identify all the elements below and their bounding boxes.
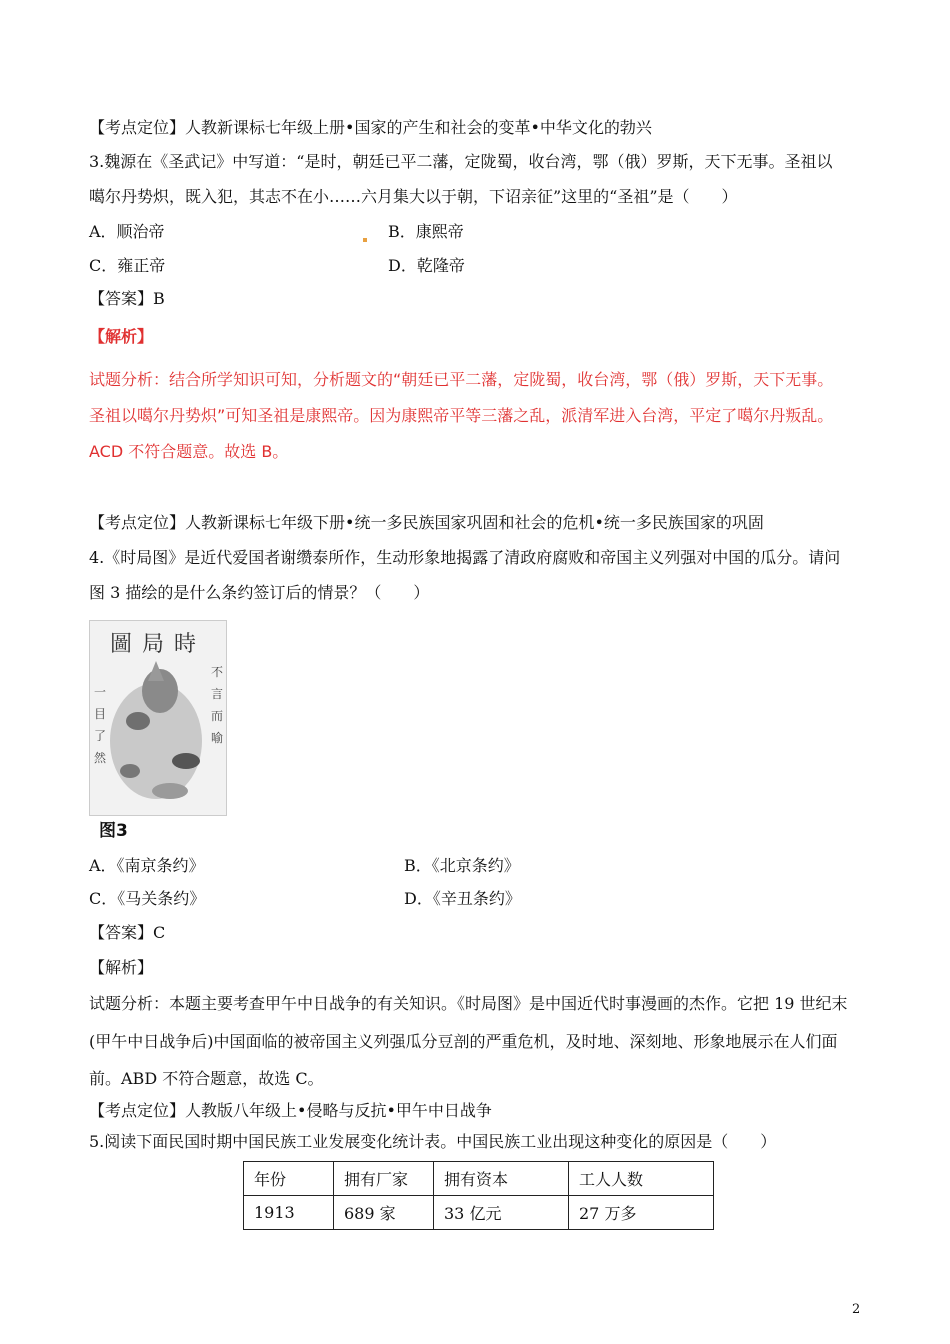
q3-analysis-line1: 试题分析：结合所学知识可知，分析题文的“朝廷已平二藩，定陇蜀，收台湾，鄂（俄）罗斯，天下无事。 (89, 370, 834, 389)
q3-option-d: D．乾隆帝 (388, 256, 465, 275)
table-header-cell: 工人人数 (569, 1162, 714, 1196)
shiju-cartoon-figure (89, 620, 225, 841)
q4-option-d: D．《辛丑条约》 (404, 889, 521, 908)
q3-answer: 【答案】B (89, 289, 165, 308)
table-header-row (244, 1162, 714, 1196)
q4-stem-line2: 图 3 描绘的是什么条约签订后的情景？（ ） (89, 583, 430, 602)
q3-stem-line1: 3.魏源在《圣武记》中写道：“是时，朝廷已平二藩，定陇蜀，收台湾，鄂（俄）罗斯，天下无事。圣祖以 (89, 152, 833, 171)
highlight-dot (363, 238, 367, 242)
q3-analysis-line2: 圣祖以噶尔丹势炽”可知圣祖是康熙帝。因为康熙帝平等三藩之乱，派清军进入台湾，平定了噶尔丹叛乱。 (89, 406, 834, 425)
table-header-cell: 拥有资本 (434, 1162, 569, 1196)
cartoon-image (89, 620, 227, 816)
table-cell: 689 家 (334, 1196, 434, 1230)
table-cell: 27 万多 (569, 1196, 714, 1230)
table-cell: 1913 (244, 1196, 334, 1230)
cartoon-drawing (90, 621, 226, 815)
table-row (244, 1196, 714, 1230)
q3-stem-line2: 噶尔丹势炽，既入犯，其志不在小……六月集大以于朝，下诏亲征”这里的“圣祖”是（ ） (89, 187, 738, 206)
figure-caption: 图3 (99, 821, 128, 841)
cartoon-side-right: 不言而喻 (210, 665, 223, 745)
page-number: 2 (852, 1302, 861, 1317)
q3-kaodian: 【考点定位】人教新课标七年级下册•统一多民族国家巩固和社会的危机•统一多民族国家的巩固 (89, 513, 764, 532)
q3-option-c: C．雍正帝 (89, 256, 166, 275)
q4-kaodian: 【考点定位】人教版八年级上•侵略与反抗•甲午中日战争 (89, 1101, 492, 1120)
q4-option-b: B．《北京条约》 (404, 856, 520, 875)
kaodian-1: 【考点定位】人教新课标七年级上册•国家的产生和社会的变革•中华文化的勃兴 (89, 118, 652, 137)
q4-option-c: C．《马关条约》 (89, 889, 206, 908)
q4-option-a: A．《南京条约》 (89, 856, 205, 875)
table-cell: 33 亿元 (434, 1196, 569, 1230)
table-header-cell: 年份 (244, 1162, 334, 1196)
q4-analysis-line2: (甲午中日战争后)中国面临的被帝国主义列强瓜分豆剖的严重危机，及时地、深刻地、形象地展示在人们面 (89, 1032, 838, 1051)
cartoon-side-left: 一目了然 (93, 685, 106, 765)
q4-stem-line1: 4.《时局图》是近代爱国者谢缵泰所作，生动形象地揭露了清政府腐败和帝国主义列强对中国的瓜分。请问 (89, 548, 841, 567)
q4-analysis-head: 【解析】 (89, 958, 154, 977)
q3-option-b: B．康熙帝 (388, 222, 464, 241)
q4-answer: 【答案】C (89, 923, 166, 942)
industry-stats-table (243, 1161, 714, 1230)
q4-analysis-line3: 前。ABD 不符合题意，故选 C。 (89, 1069, 324, 1088)
q4-analysis-line1: 试题分析：本题主要考查甲午中日战争的有关知识。《时局图》是中国近代时事漫画的杰作。它把 19 世纪末 (89, 994, 848, 1013)
table-header-cell: 拥有厂家 (334, 1162, 434, 1196)
cartoon-title: 圖局時 (109, 632, 206, 657)
q3-option-a: A．顺治帝 (89, 222, 165, 241)
q3-analysis-head: 【解析】 (89, 327, 154, 346)
q5-stem: 5.阅读下面民国时期中国民族工业发展变化统计表。中国民族工业出现这种变化的原因是（ ） (89, 1132, 777, 1151)
q3-analysis-line3: ACD 不符合题意。故选 B。 (89, 442, 289, 461)
